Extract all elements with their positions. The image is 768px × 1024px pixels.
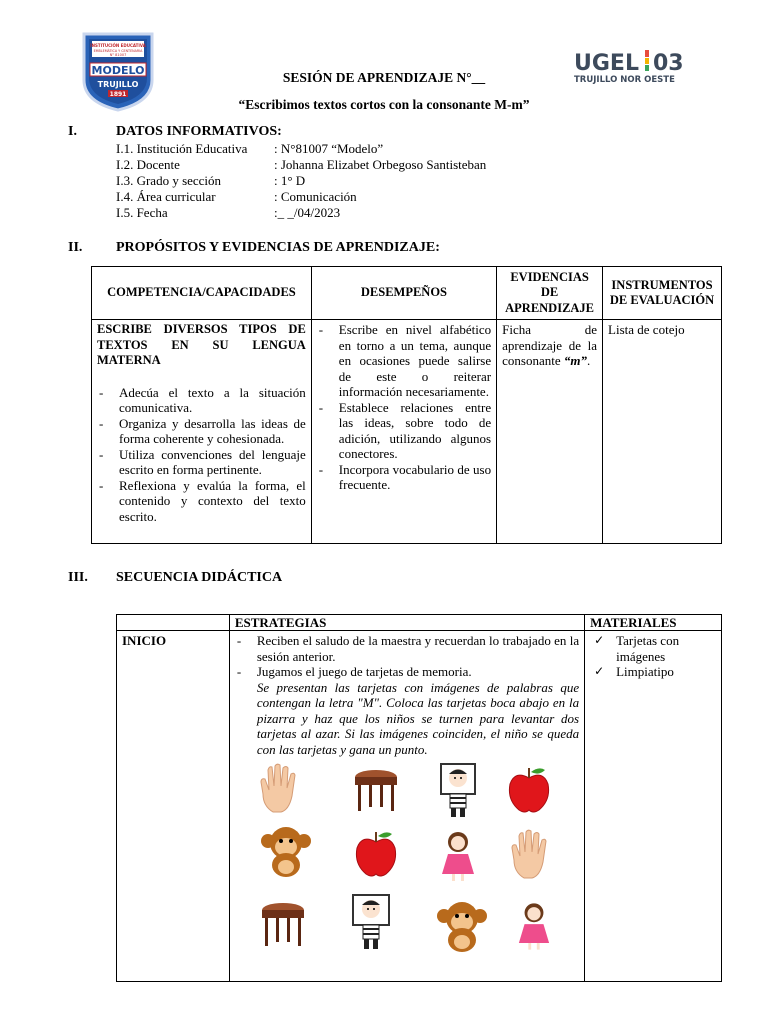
info-row-fecha: I.5. Fecha :_ _/04/2023 — [116, 205, 341, 220]
evidencia-text: Ficha de aprendizaje de la consonante — [502, 322, 598, 368]
list-item: - Reciben el saludo de la maestra y recuerdan lo trabajado en la sesión anterior. — [235, 633, 579, 664]
header-estrategias: ESTRATEGIAS — [229, 615, 584, 631]
hand-icon — [255, 762, 305, 814]
header-materiales: MATERIALES — [585, 615, 722, 631]
list-item: - Escribe en nivel alfabético en torno a un tema, aunque en ocasiones puede salirse de este o reiterar información necesariamente. — [317, 322, 491, 400]
doll-icon — [440, 830, 476, 882]
session-title: SESIÓN DE APRENDIZAJE N°__ — [282, 70, 486, 85]
sequence-table — [116, 614, 722, 982]
header-instrumentos: INSTRUMENTOS DE EVALUACIÓN — [603, 267, 722, 320]
header-evidencias: EVIDENCIAS DE APRENDIZAJE — [497, 267, 603, 320]
game-instructions: Se presentan las tarjetas con imágenes de palabras que contengan la letra "M". Coloca las tarjetas boca abajo en la pizarra y haz que los niños se turnen para levantar dos tarjetas al azar. Si las imágenes coinciden, el niño se queda con las tarjetas y gana un punto. — [256, 679, 580, 757]
purposes-table — [91, 266, 722, 544]
materials-cell — [585, 631, 722, 982]
evidencia-end: . — [586, 353, 591, 368]
svg-text:INSTITUCIÓN EDUCATIVA: INSTITUCIÓN EDUCATIVA — [90, 43, 146, 48]
table-icon — [259, 898, 307, 948]
section-1-number: I. — [68, 124, 77, 139]
hand-icon — [506, 828, 556, 880]
ugel-logo — [562, 42, 692, 94]
evidencia-cell — [497, 320, 603, 544]
desempenos-cell — [311, 320, 496, 544]
list-item: - Reflexiona y evalúa la forma, el contenido y contexto del texto escrito. — [97, 478, 306, 525]
section-2-title: PROPÓSITOS Y EVIDENCIAS DE APRENDIZAJE: — [116, 240, 440, 255]
info-row-institucion: I.1. Institución Educativa : N°81007 “Modelo” — [116, 141, 384, 156]
materials-list — [590, 633, 716, 680]
list-item: - Incorpora vocabulario de uso frecuente. — [317, 462, 491, 493]
list-item: - Adecúa el texto a la situación comunicativa. — [97, 385, 306, 416]
list-item: - Organiza y desarrolla las ideas de forma coherente y cohesionada. — [97, 416, 306, 447]
monkey-icon — [434, 898, 490, 954]
strategy-steps — [235, 633, 579, 680]
doll-icon — [517, 900, 551, 952]
mime-icon — [438, 762, 478, 818]
svg-text:TRUJILLO: TRUJILLO — [97, 80, 139, 89]
competencia-cell — [92, 320, 312, 544]
svg-text:TRUJILLO NOR OESTE: TRUJILLO NOR OESTE — [574, 75, 675, 85]
capacidades-list — [97, 385, 306, 525]
list-item: - Jugamos el juego de tarjetas de memoria. — [235, 664, 579, 680]
list-item: ✓ Limpiatipo — [590, 664, 716, 680]
svg-text:N° 81007: N° 81007 — [109, 53, 127, 57]
section-3-title: SECUENCIA DIDÁCTICA — [116, 570, 283, 585]
competencia-title: ESCRIBE DIVERSOS TIPOS DE TEXTOS EN SU LENGUA MATERNA — [97, 322, 306, 367]
header-competencia: COMPETENCIA/CAPACIDADES — [92, 267, 312, 320]
svg-text:03: 03 — [653, 51, 684, 76]
list-item: ✓ Tarjetas con imágenes — [590, 633, 716, 664]
empty-header-cell — [117, 615, 230, 631]
instrumento-cell: Lista de cotejo — [603, 320, 722, 544]
section-3-number: III. — [68, 570, 88, 585]
svg-text:UGEL: UGEL — [574, 51, 639, 76]
table-icon — [352, 765, 400, 813]
info-row-docente: I.2. Docente : Johanna Elizabet Orbegoso Santisteban — [116, 157, 487, 172]
phase-inicio: INICIO — [117, 631, 230, 982]
section-1-title: DATOS INFORMATIVOS: — [116, 124, 282, 139]
info-row-area: I.4. Área curricular : Comunicación — [116, 189, 357, 204]
apple-icon — [352, 828, 400, 878]
logo-name-text: MODELO — [91, 64, 145, 77]
section-2-number: II. — [68, 240, 83, 255]
monkey-icon — [258, 823, 314, 879]
svg-text:1891: 1891 — [109, 91, 127, 98]
mime-icon — [350, 893, 392, 951]
header-desempenos: DESEMPEÑOS — [311, 267, 496, 320]
list-item: - Utiliza convenciones del lenguaje escrito en forma pertinente. — [97, 447, 306, 478]
apple-icon — [505, 764, 553, 814]
session-subtitle: “Escribimos textos cortos con la consonante M-m” — [238, 97, 530, 112]
svg-text:EMBLEMÁTICA Y CENTENARIA: EMBLEMÁTICA Y CENTENARIA — [93, 49, 143, 53]
info-row-grado: I.3. Grado y sección : 1° D — [116, 173, 306, 188]
desempenos-list — [317, 322, 491, 493]
list-item: - Establece relaciones entre las ideas, sobre todo de adición, utilizando algunos conectores. — [317, 400, 491, 462]
evidencia-letter: “m” — [563, 353, 587, 368]
